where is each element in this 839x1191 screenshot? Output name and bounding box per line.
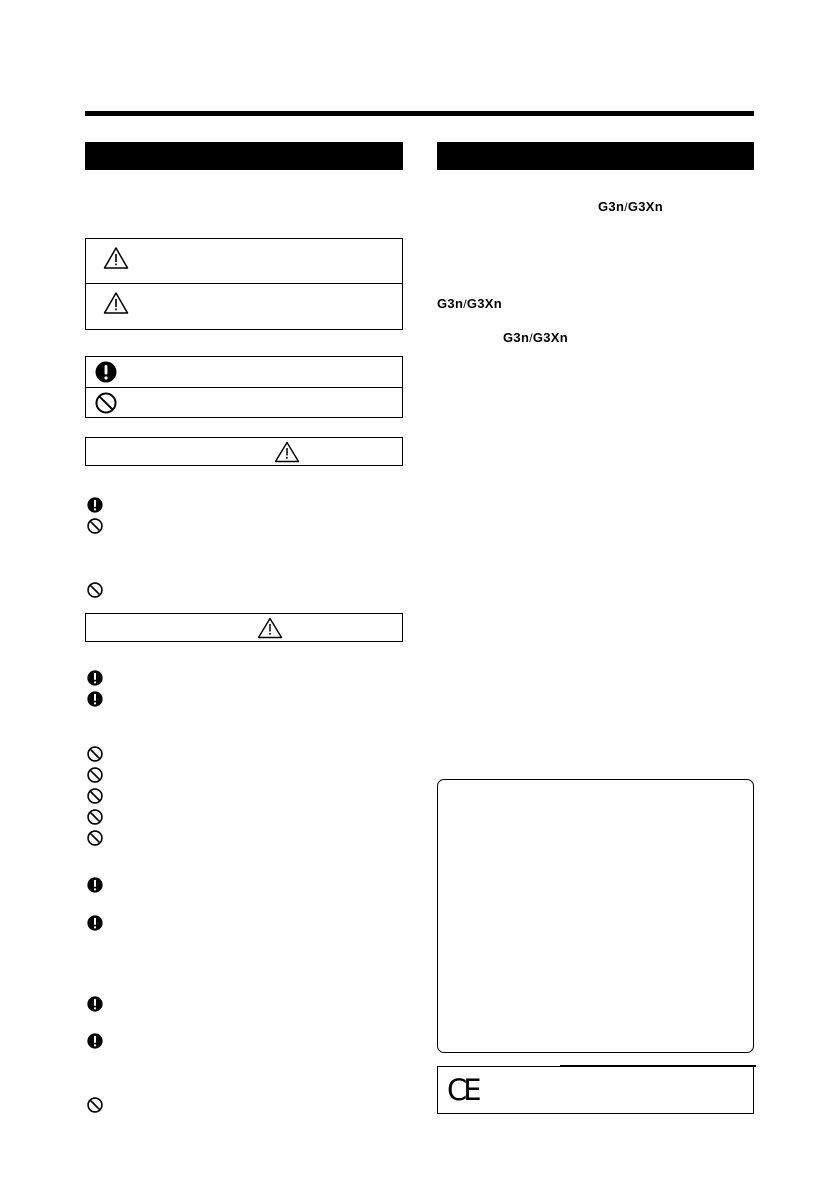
warning-legend-row <box>86 239 402 284</box>
exclamation-circle-icon <box>87 1033 103 1049</box>
exclamation-circle-icon <box>87 996 103 1012</box>
symbol-legend-box <box>85 356 403 418</box>
warning-triangle-icon <box>257 617 283 639</box>
product-logo <box>598 199 663 214</box>
section-header-bar-right <box>437 142 754 170</box>
warning-triangle-icon <box>103 246 129 270</box>
ce-marking-box <box>437 1066 754 1114</box>
product-logo-model-b: G3Xn <box>532 330 568 345</box>
exclamation-circle-icon <box>87 877 103 893</box>
ce-box-top-rule <box>560 1065 756 1067</box>
prohibition-circle-icon <box>87 767 103 783</box>
prohibited-legend-row <box>86 388 402 419</box>
section-header-bar-left <box>85 142 403 170</box>
prohibition-circle-icon <box>87 830 103 846</box>
warning-section-header <box>85 437 403 466</box>
exclamation-circle-icon <box>87 497 103 513</box>
prohibition-circle-icon <box>87 518 103 534</box>
caution-legend-row <box>86 284 402 329</box>
product-logo-model-b: G3Xn <box>627 199 663 214</box>
prohibition-circle-icon <box>87 809 103 825</box>
mandatory-legend-row <box>86 357 402 388</box>
product-logo-separator: / <box>624 200 628 214</box>
product-logo <box>437 296 502 311</box>
warning-triangle-icon <box>103 291 129 315</box>
product-logo <box>503 330 568 345</box>
prohibition-circle-icon <box>87 788 103 804</box>
product-logo-separator: / <box>529 331 533 345</box>
exclamation-circle-icon <box>87 670 103 686</box>
product-logo-model-a: G3n <box>598 199 625 214</box>
prohibition-circle-icon <box>95 392 117 414</box>
product-logo-model-a: G3n <box>503 330 530 345</box>
exclamation-circle-icon <box>87 915 103 931</box>
hazard-legend-box <box>85 238 403 330</box>
notice-box <box>437 779 754 1053</box>
prohibition-circle-icon <box>87 1097 103 1113</box>
product-logo-model-b: G3Xn <box>466 296 502 311</box>
product-logo-model-a: G3n <box>437 296 464 311</box>
top-rule <box>85 111 754 116</box>
product-logo-separator: / <box>463 297 467 311</box>
prohibition-circle-icon <box>87 582 103 598</box>
caution-section-header <box>85 613 403 642</box>
prohibition-circle-icon <box>87 746 103 762</box>
exclamation-circle-icon <box>87 691 103 707</box>
exclamation-circle-icon <box>95 361 117 383</box>
ce-mark: CE <box>447 1073 478 1107</box>
warning-triangle-icon <box>274 441 300 463</box>
